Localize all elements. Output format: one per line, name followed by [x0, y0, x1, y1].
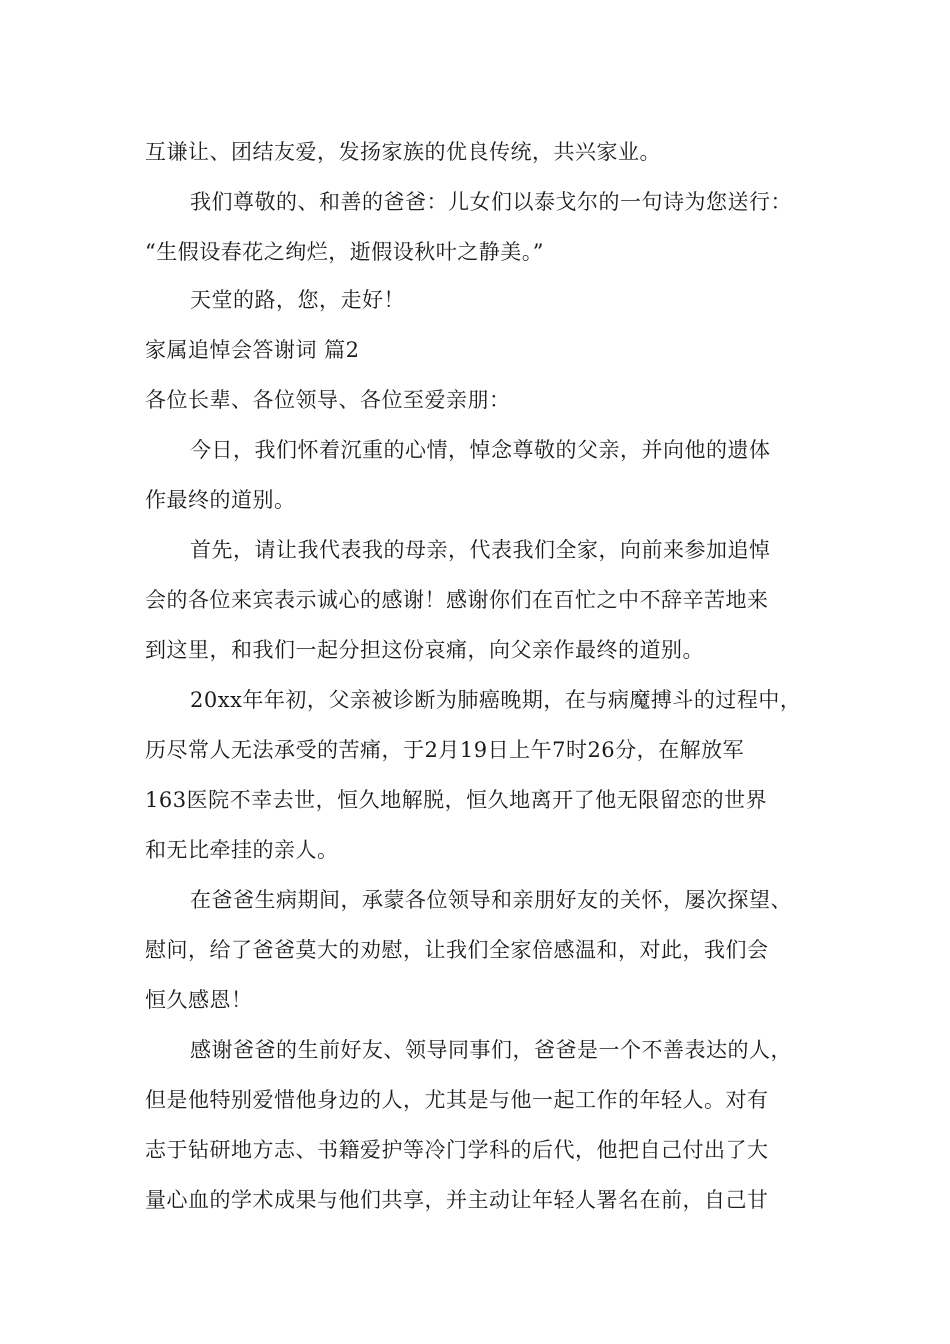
- text-line: 但是他特别爱惜他身边的人，尤其是与他一起工作的年轻人。对有: [145, 1088, 769, 1112]
- text-line: 天堂的路，您，走好！: [190, 288, 405, 312]
- text-line: 志于钻研地方志、书籍爱护等冷门学科的后代，他把自己付出了大: [145, 1138, 769, 1162]
- text-line: 会的各位来宾表示诚心的感谢！感谢你们在百忙之中不辞辛苦地来: [145, 588, 769, 612]
- text-line: 今日，我们怀着沉重的心情，悼念尊敬的父亲，并向他的遗体: [190, 438, 771, 462]
- text-line: “生假设春花之绚烂，逝假设秋叶之静美。”: [145, 240, 544, 264]
- text-line: 和无比牵挂的亲人。: [145, 838, 339, 862]
- text-line: 20xx年年初，父亲被诊断为肺癌晚期，在与病魔搏斗的过程中，: [190, 688, 802, 712]
- text-line: 我们尊敬的、和善的爸爸：儿女们以泰戈尔的一句诗为您送行：: [190, 190, 792, 214]
- text-line: 历尽常人无法承受的苦痛，于2月19日上午7时26分，在解放军: [145, 738, 745, 762]
- text-line: 恒久感恩！: [145, 988, 253, 1012]
- text-line: 163医院不幸去世，恒久地解脱，恒久地离开了他无限留恋的世界: [145, 788, 768, 812]
- text-line: 在爸爸生病期间，承蒙各位领导和亲朋好友的关怀，屡次探望、: [190, 888, 792, 912]
- text-line: 到这里，和我们一起分担这份哀痛，向父亲作最终的道别。: [145, 638, 704, 662]
- text-line: 量心血的学术成果与他们共享，并主动让年轻人署名在前，自己甘: [145, 1188, 769, 1212]
- text-line: 作最终的道别。: [145, 488, 296, 512]
- text-line: 首先，请让我代表我的母亲，代表我们全家，向前来参加追悼: [190, 538, 771, 562]
- text-line: 慰问，给了爸爸莫大的劝慰，让我们全家倍感温和，对此，我们会: [145, 938, 769, 962]
- text-line: 感谢爸爸的生前好友、领导同事们，爸爸是一个不善表达的人，: [190, 1038, 792, 1062]
- text-line: 互谦让、团结友爱，发扬家族的优良传统，共兴家业。: [145, 140, 661, 164]
- section-heading: 家属追悼会答谢词 篇2: [145, 338, 360, 362]
- salutation: 各位长辈、各位领导、各位至爱亲朋：: [145, 388, 511, 412]
